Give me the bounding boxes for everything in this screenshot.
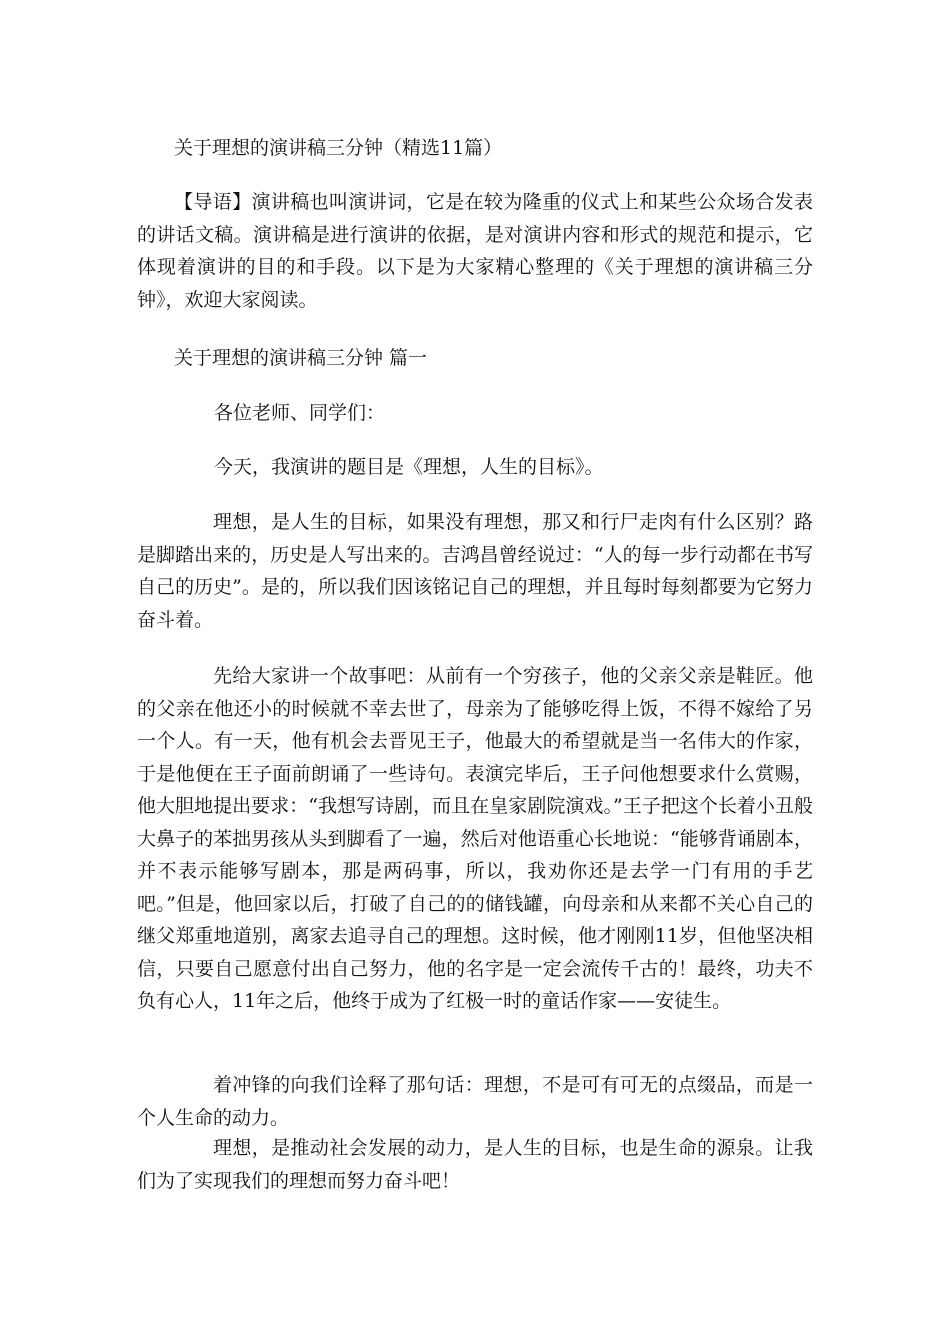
section-heading: 关于理想的演讲稿三分钟 篇一 [174, 347, 428, 369]
speech-topic: 今天，我演讲的题目是《理想，人生的目标》。 [214, 456, 604, 478]
intro-paragraph: 【导语】演讲稿也叫演讲词，它是在较为隆重的仪式上和某些公众场合发表的讲话文稿。演讲稿是进行演讲的依据，是对演讲内容和形式的规范和提示，它体现着演讲的目的和手段。以下是为大家精心整理的《关于理想的演讲稿三分钟》，欢迎大家阅读。 [137, 191, 813, 311]
body-paragraph-3: 着冲锋的向我们诠释了那句话：理想，不是可有可无的点缀品，而是一个人生命的动力。 [137, 1074, 813, 1129]
salutation: 各位老师、同学们： [214, 402, 386, 424]
body-paragraph-2: 先给大家讲一个故事吧：从前有一个穷孩子，他的父亲父亲是鞋匠。他的父亲在他还小的时候就不幸去世了，母亲为了能够吃得上饭，不得不嫁给了另一个人。有一天，他有机会去晋见王子，他最大的希望就是当一名伟大的作家，于是他便在王子面前朗诵了一些诗句。表演完毕后，王子问他想要求什么赏赐，他大胆地提出要求：“我想写诗剧，而且在皇家剧院演戏。”王子把这个长着小丑般大鼻子的苯拙男孩从头到脚看了一遍，然后对他语重心长地说：“能够背诵剧本，并不表示能够写剧本，那是两码事，所以，我劝你还是去学一门有用的手艺吧。”但是，他回家以后，打破了自己的的储钱罐，向母亲和从来都不关心自己的继父郑重地道别，离家去追寻自己的理想。这时候，他才刚刚11岁，但他坚决相信，只要自己愿意付出自己努力，他的名字是一定会流传千古的！最终，功夫不负有心人，11年之后，他终于成为了红极一时的童话作家——安徒生。 [137, 665, 813, 1012]
document-title: 关于理想的演讲稿三分钟（精选11篇） [174, 137, 503, 159]
body-paragraph-1: 理想，是人生的目标，如果没有理想，那又和行尸走肉有什么区别？路是脚踏出来的，历史是人写出来的。吉鸿昌曾经说过：“人的每一步行动都在书写自己的历史”。是的，所以我们因该铭记自己的理想，并且每时每刻都要为它努力奋斗着。 [137, 511, 813, 631]
body-paragraph-4: 理想，是推动社会发展的动力，是人生的目标，也是生命的源泉。让我们为了实现我们的理想而努力奋斗吧！ [137, 1137, 813, 1192]
